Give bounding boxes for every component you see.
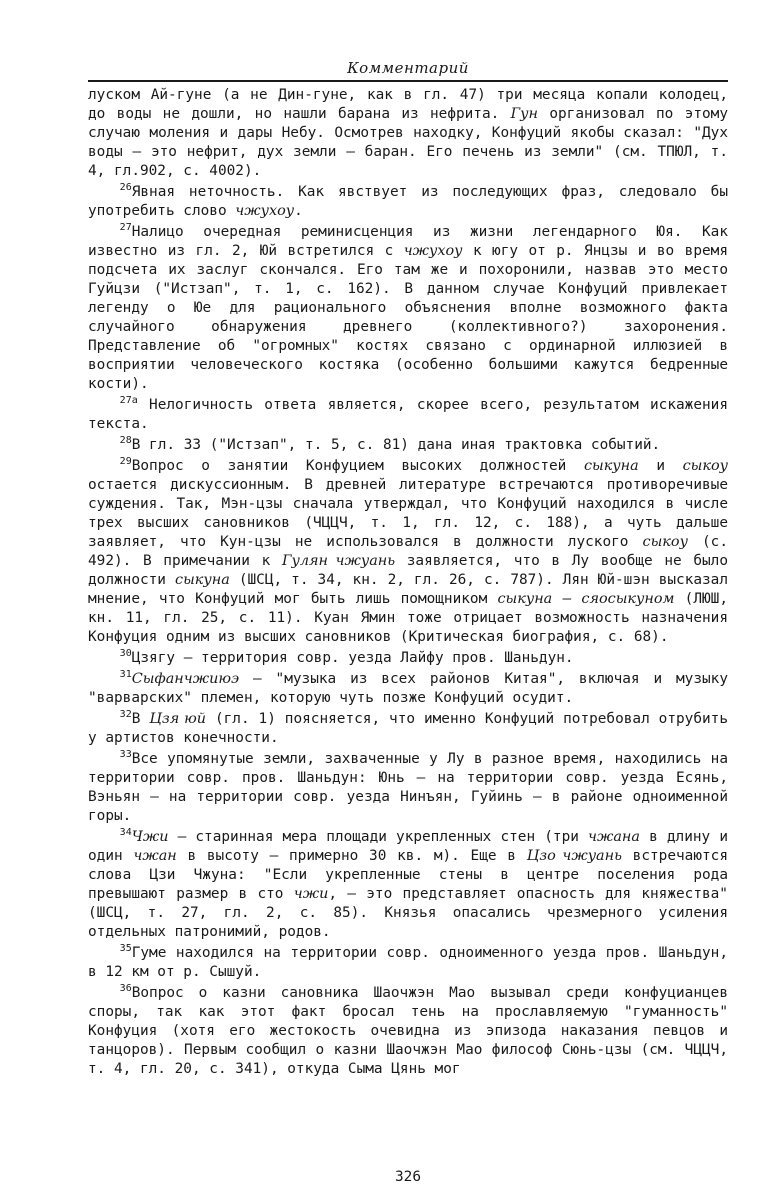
- commentary-text: [88, 86, 728, 1079]
- footnote-paragraph: $^{26}$Явная неточность. Как явствует из последующих фраз, следовало бы употребить слово чжухоу.: [88, 182, 728, 219]
- footnote-paragraph: $^{29}$Вопрос о занятии Конфуцием высоких должностей сыкуна и сыкоу остается дискуссионным. В древней литературе встречаются противоречивые суждения. Так, Мэн-цзы сначала утверждал, что Конфуций находился в числе трех высших сановников (ЧЦЦЧ, т. 1, гл. 12, с. 188), а чуть дальше заявляет, что Кун-цзы не использовался в должности луского сыкоу (с. 492). В примечании к Гулян чжуань заявляется, что в Лу вообще не было должности сыкуна (ШСЦ, т. 34, кн. 2, гл. 26, с. 787). Лян Юй-шэн высказал мнение, что Конфуций мог быть лишь помощником сыкуна — сяосыкуном (ЛЮШ, кн. 11, гл. 25, с. 11). Куан Ямин тоже отрицает возможность назначения Конфуция одним из высших сановников (Критическая биография, с. 68).: [88, 456, 729, 645]
- footnote-paragraph: $^{27а}$ Нелогичность ответа является, скорее всего, результатом искажения текста.: [88, 395, 728, 432]
- footnote-paragraph: $^{34}$Чжи — старинная мера площади укрепленных стен (три чжана в длину и один чжан в высоту — примерно 30 кв. м). Еще в Цзо чжуань встречаются слова Цзи Чжуна: "Если укрепленные стены в центре поселения рода превышают размер в сто чжи, — это представляет опасность для княжества" (ШСЦ, т. 27, гл. 2, с. 85). Князья опасались чрезмерного усиления отдельных патронимий, родов.: [88, 827, 729, 940]
- page-number: 326: [395, 1169, 421, 1185]
- footnote-paragraph: $^{28}$В гл. 33 ("Истзап", т. 5, с. 81) дана иная трактовка событий.: [119, 435, 661, 453]
- footnote-paragraph: $^{35}$Гуме находился на территории совр. одноименного уезда пров. Шаньдун, в 12 км от р. Сышуй.: [88, 943, 728, 980]
- footnote-paragraph: $^{33}$Все упомянутые земли, захваченные у Лу в разное время, находились на территории совр. пров. Шаньдун: Юнь — на территории совр. уезда Есянь, Вэньян — на территории совр. уезда Нинъян, Гуйинь — в районе одноименной горы.: [88, 749, 728, 824]
- footnote-paragraph: $^{36}$Вопрос о казни сановника Шаочжэн Мао вызывал среди конфуцианцев споры, так как этот факт бросал тень на прославляемую "гуманность" Конфуция (хотя его жестокость очевидна из эпизода наказания певцов и танцоров). Первым сообщил о казни Шаочжэн Мао философ Сюнь-цзы (см. ЧЦЦЧ, т. 4, гл. 20, с. 341), откуда Сыма Цянь мог: [88, 983, 728, 1077]
- page: [88, 58, 729, 1185]
- footnote-paragraph: $^{27}$Налицо очередная реминисценция из жизни легендарного Юя. Как известно из гл. 2, Юй встретился с чжухоу к югу от р. Янцзы и во время подсчета их заслуг скончался. Его там же и похоронили, назвав это место Гуйцзи ("Истзап", т. 1, с. 162). В данном случае Конфуций привлекает легенду о Юе для рационального объяснения вполне возможного факта случайного обнаружения древнего (коллективного?) захоронения. Представление об "огромных" костях связано с ординарной иллюзией в восприятии человеческого костяка (особенно большими кажутся бедренные кости).: [88, 222, 728, 392]
- paragraph-continued: луском Ай-гуне (а не Дин-гуне, как в гл. 47) три месяца копали колодец, до воды не дошли, но нашли барана из нефрита. Гун организовал по этому случаю моления и дары Небу. Осмотрев находку, Конфуций якобы сказал: "Дух воды — это нефрит, дух земли — баран. Его печень из земли" (см. ТПЮЛ, т. 4, гл.902, с. 4002).: [88, 87, 728, 179]
- footnote-paragraph: $^{31}$Сыфанчжиюэ — "музыка из всех районов Китая", включая и музыку "варварских" племен, которую чуть позже Конфуций осудит.: [88, 669, 728, 706]
- running-header: Комментарий: [347, 59, 469, 77]
- footnote-paragraph: $^{30}$Цзягу — территория совр. уезда Лайфу пров. Шаньдун.: [119, 648, 574, 666]
- header-rule: [88, 80, 728, 82]
- footnote-paragraph: $^{32}$В Цзя юй (гл. 1) поясняется, что именно Конфуций потребовал отрубить у артистов конечности.: [88, 709, 728, 746]
